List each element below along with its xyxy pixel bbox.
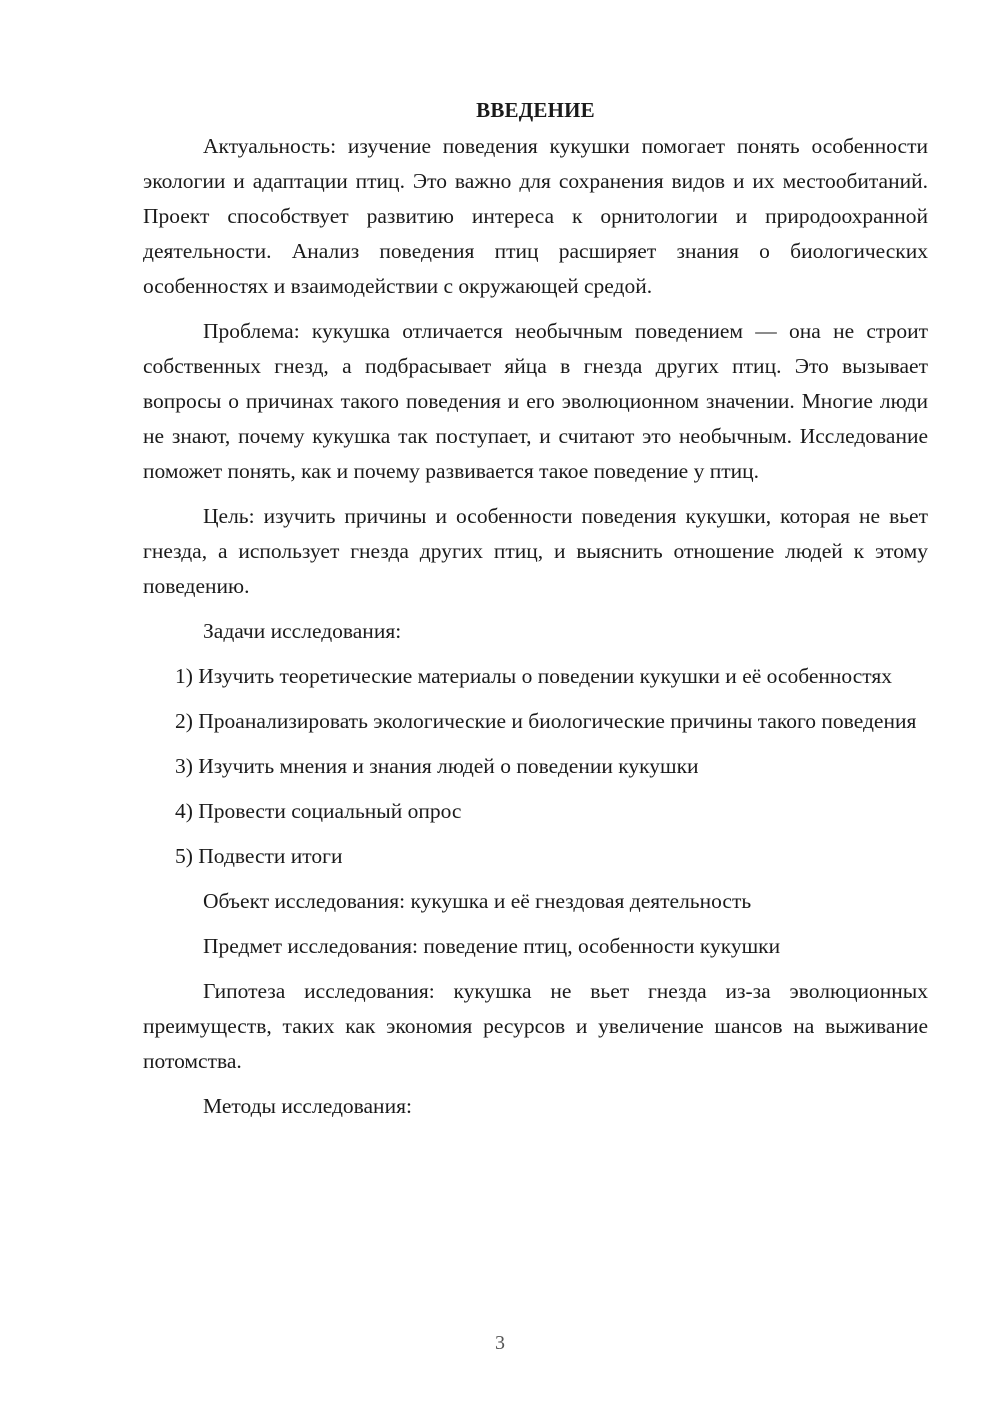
- task-item-1: 1) Изучить теоретические материалы о поведении кукушки и её особенностях: [175, 664, 893, 688]
- tasks-heading: Задачи исследования:: [203, 619, 402, 643]
- paragraph-subject: Предмет исследования: поведение птиц, особенности кукушки: [203, 934, 781, 958]
- paragraph-goal: Цель: изучить причины и особенности поведения кукушки, которая не вьет гнезда, а использует гнезда других птиц, и выяснить отношение людей к этому поведению.: [143, 504, 928, 598]
- task-item-4: 4) Провести социальный опрос: [175, 799, 462, 823]
- task-item-5: 5) Подвести итоги: [175, 844, 343, 868]
- paragraph-relevance: Актуальность: изучение поведения кукушки помогает понять особенности экологии и адаптации птиц. Это важно для сохранения видов и их местообитаний. Проект способствует развитию интереса к орнитологии и природоохранной деятельности. Анализ поведения птиц расширяет знания о биологических особенностях и взаимодействии с окружающей средой.: [143, 134, 928, 298]
- paragraph-hypothesis: Гипотеза исследования: кукушка не вьет гнезда из-за эволюционных преимуществ, таких как экономия ресурсов и увеличение шансов на выживание потомства.: [143, 979, 928, 1073]
- methods-heading: Методы исследования:: [203, 1094, 412, 1118]
- task-item-2: 2) Проанализировать экологические и биологические причины такого поведения: [175, 709, 917, 733]
- page-number: 3: [495, 1332, 505, 1354]
- task-item-3: 3) Изучить мнения и знания людей о поведении кукушки: [175, 754, 699, 778]
- section-title: ВВЕДЕНИЕ: [476, 98, 595, 122]
- paragraph-problem: Проблема: кукушка отличается необычным поведением — она не строит собственных гнезд, а подбрасывает яйца в гнезда других птиц. Это вызывает вопросы о причинах такого поведения и его эволюционном значении. Многие люди не знают, почему кукушка так поступает, и считают это необычным. Исследование поможет понять, как и почему развивается такое поведение у птиц.: [143, 319, 928, 483]
- paragraph-object: Объект исследования: кукушка и её гнездовая деятельность: [203, 889, 752, 913]
- document-page: [143, 95, 928, 1134]
